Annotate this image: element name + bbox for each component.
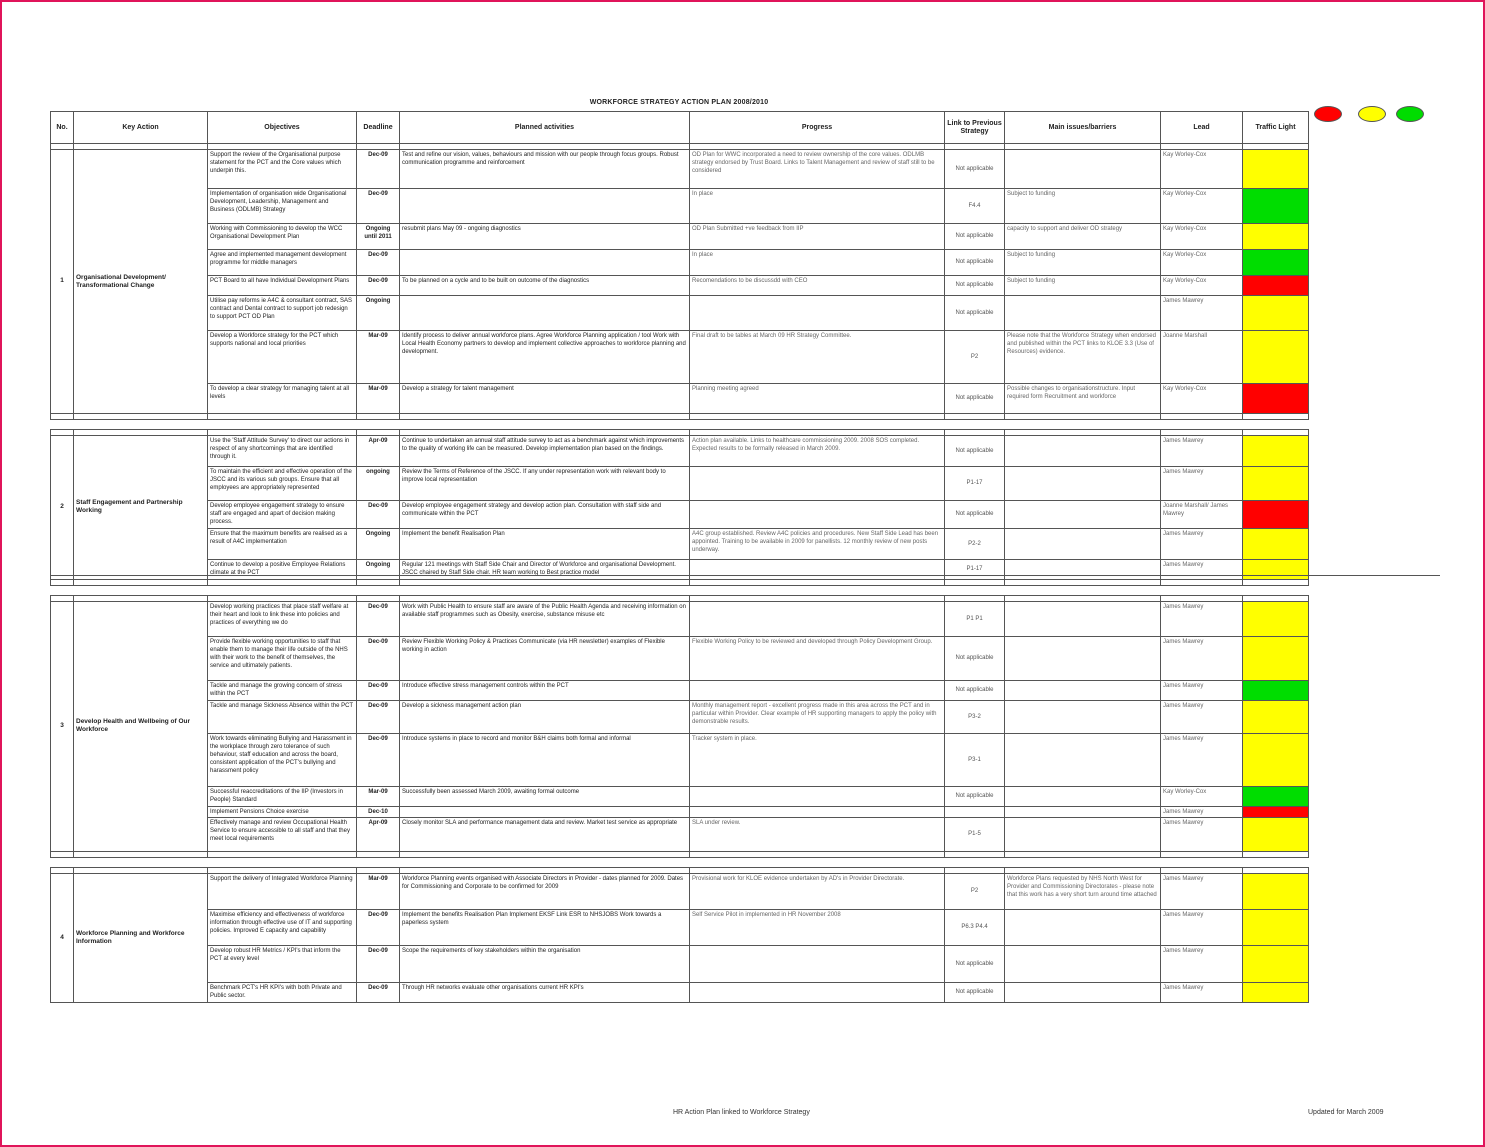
header-traffic: Traffic Light (1243, 112, 1309, 144)
lead-cell: James Mawrey (1161, 636, 1243, 680)
traffic-light-cell (1243, 224, 1309, 250)
lead-cell: Kay Worley-Cox (1161, 150, 1243, 189)
issues-cell (1005, 817, 1161, 851)
objective-cell: Continue to develop a positive Employee Relations climate at the PCT (208, 559, 357, 579)
traffic-light-cell (1243, 817, 1309, 851)
link-cell: Not applicable (945, 150, 1005, 189)
table-row (51, 733, 1309, 786)
progress-cell: Flexible Working Policy to be reviewed and developed through Policy Development Group. (690, 636, 945, 680)
issues-cell (1005, 601, 1161, 636)
link-cell: Not applicable (945, 276, 1005, 296)
objective-cell: Utilise pay reforms ie A4C & consultant contract, SAS contract and Dental contract to support job redesign to support PCT OD Plan (208, 296, 357, 331)
spacer-cell (1161, 857, 1243, 867)
issues-cell (1005, 786, 1161, 806)
traffic-light-cell (1243, 559, 1309, 579)
deadline-cell: Dec-09 (357, 945, 400, 982)
spacer-cell (1161, 420, 1243, 430)
link-cell: P6.3 P4.4 (945, 909, 1005, 945)
objective-cell: Use the 'Staff Attitude Survey' to direct our actions in respect of any shortcomings that are identified through it. (208, 436, 357, 467)
lead-cell: James Mawrey (1161, 945, 1243, 982)
deadline-cell: Dec-09 (357, 909, 400, 945)
lead-cell: Kay Worley-Cox (1161, 224, 1243, 250)
header-planned: Planned activities (400, 112, 690, 144)
planned-cell: Successfully been assessed March 2009, awaiting formal outcome (400, 786, 690, 806)
spacer-cell (690, 420, 945, 430)
link-cell: P3-2 (945, 700, 1005, 733)
deadline-cell: Dec-09 (357, 601, 400, 636)
header-lead: Lead (1161, 112, 1243, 144)
progress-cell: OD Plan for WWC incorporated a need to review ownership of the core values. ODLMB strategy endorsed by Trust Board. Links to Talent Management and review of staff still to be considered (690, 150, 945, 189)
spacer-cell (51, 857, 74, 867)
progress-cell: OD Plan Submitted +ve feedback from IIP (690, 224, 945, 250)
table-row (51, 909, 1309, 945)
planned-cell: Test and refine our vision, values, behaviours and mission with our people through focus groups. Robust communication programme and reinforcement (400, 150, 690, 189)
link-cell: P3-1 (945, 733, 1005, 786)
link-cell: Not applicable (945, 636, 1005, 680)
issues-cell (1005, 909, 1161, 945)
lead-cell: James Mawrey (1161, 467, 1243, 501)
planned-cell: Introduce effective stress management controls within the PCT (400, 680, 690, 700)
spacer-cell (1005, 857, 1161, 867)
traffic-light-cell (1243, 296, 1309, 331)
spacer-cell (1005, 420, 1161, 430)
table-row (51, 189, 1309, 224)
issues-cell (1005, 982, 1161, 1002)
link-cell: Not applicable (945, 384, 1005, 414)
section-number: 2 (51, 436, 74, 580)
spacer-cell (400, 420, 690, 430)
traffic-light-cell (1243, 945, 1309, 982)
key-action: Staff Engagement and Partnership Working (74, 436, 208, 580)
progress-cell: In place (690, 189, 945, 224)
planned-cell: Through HR networks evaluate other organisations current HR KPI's (400, 982, 690, 1002)
spacer-cell (74, 857, 208, 867)
issues-cell: Please note that the Workforce Strategy when endorsed and published within the PCT links to KLOE 3.3 (Use of Resources) evidence. (1005, 331, 1161, 384)
objective-cell: Support the delivery of Integrated Workforce Planning (208, 873, 357, 909)
table-row (51, 467, 1309, 501)
traffic-light-cell (1243, 250, 1309, 276)
deadline-cell: Ongoing (357, 296, 400, 331)
link-cell: P1-5 (945, 817, 1005, 851)
traffic-light-cell (1243, 331, 1309, 384)
objective-cell: Develop robust HR Metrics / KPI's that inform the PCT at every level (208, 945, 357, 982)
planned-cell: To be planned on a cycle and to be built on outcome of the diagnostics (400, 276, 690, 296)
issues-cell: Subject to funding (1005, 189, 1161, 224)
amber-light-icon (1358, 106, 1386, 122)
spacer-cell (945, 585, 1005, 595)
table-row (51, 982, 1309, 1002)
spacer-cell (1161, 585, 1243, 595)
spacer-cell (208, 585, 357, 595)
planned-cell: Develop a strategy for talent management (400, 384, 690, 414)
issues-cell (1005, 636, 1161, 680)
planned-cell (400, 296, 690, 331)
spacer-cell (1005, 585, 1161, 595)
lead-cell: James Mawrey (1161, 700, 1243, 733)
deadline-cell: Dec-09 (357, 700, 400, 733)
table-row (51, 636, 1309, 680)
progress-cell (690, 601, 945, 636)
issues-cell: Workforce Plans requested by NHS North West for Provider and Commissioning Directorates - please note that this work has a very short turn around time attached (1005, 873, 1161, 909)
table-row (51, 224, 1309, 250)
planned-cell (400, 250, 690, 276)
objective-cell: To develop a clear strategy for managing talent at all levels (208, 384, 357, 414)
header-deadline: Deadline (357, 112, 400, 144)
issues-cell (1005, 945, 1161, 982)
page-title: WORKFORCE STRATEGY ACTION PLAN 2008/2010 (589, 99, 769, 106)
progress-cell (690, 296, 945, 331)
spacer-cell (690, 585, 945, 595)
progress-cell (690, 982, 945, 1002)
lead-cell: Joanne Marshall/ James Mawrey (1161, 501, 1243, 529)
spacer-cell (51, 420, 74, 430)
header-row (51, 112, 1309, 144)
progress-cell (690, 806, 945, 817)
lead-cell: James Mawrey (1161, 601, 1243, 636)
spacer-row (51, 857, 1309, 867)
lead-cell: James Mawrey (1161, 559, 1243, 579)
divider-line (50, 575, 1440, 576)
lead-cell: James Mawrey (1161, 733, 1243, 786)
section-number: 3 (51, 601, 74, 851)
planned-cell: Scope the requirements of key stakeholders within the organisation (400, 945, 690, 982)
progress-cell: Monthly management report - excellent progress made in this area across the PCT and in particular within Provider. Clear example of HR supporting managers to apply the policy with demonstrable results. (690, 700, 945, 733)
spacer-cell (357, 585, 400, 595)
header-key-action: Key Action (74, 112, 208, 144)
objective-cell: Work towards eliminating Bullying and Harassment in the workplace through zero tolerance of such behaviour, staff education and across the board, consistent application of the PCT's bullying and harassment policy (208, 733, 357, 786)
progress-cell: SLA under review. (690, 817, 945, 851)
link-cell: Not applicable (945, 501, 1005, 529)
spacer-cell (74, 420, 208, 430)
deadline-cell: Apr-09 (357, 436, 400, 467)
header-objectives: Objectives (208, 112, 357, 144)
planned-cell: Review the Terms of Reference of the JSCC. If any under representation work with relevant body to improve local representation (400, 467, 690, 501)
progress-cell (690, 680, 945, 700)
header-no: No. (51, 112, 74, 144)
issues-cell (1005, 436, 1161, 467)
progress-cell: Recomendations to be discussdd with CEO (690, 276, 945, 296)
planned-cell: Identify process to deliver annual workforce plans. Agree Workforce Planning application / tool Work with Local Health Economy partners to develop and implement collective approaches to workforce planning and development. (400, 331, 690, 384)
objective-cell: Effectively manage and review Occupational Health Service to ensure accessible to all staff and that they meet local requirements (208, 817, 357, 851)
deadline-cell: Mar-09 (357, 384, 400, 414)
lead-cell: James Mawrey (1161, 817, 1243, 851)
section-number: 4 (51, 873, 74, 1002)
lead-cell: Joanne Marshall (1161, 331, 1243, 384)
progress-cell: Final draft to be tables at March 09 HR Strategy Committee. (690, 331, 945, 384)
table-row (51, 700, 1309, 733)
planned-cell: Develop a sickness management action plan (400, 700, 690, 733)
action-plan-table (50, 111, 1309, 1003)
lead-cell: James Mawrey (1161, 296, 1243, 331)
planned-cell: Continue to undertaken an annual staff attitude survey to act as a benchmark against which improvements to the quality of working life can be measured. Develop implementation plan based on the findings. (400, 436, 690, 467)
spacer-cell (1243, 585, 1309, 595)
link-cell: P1 P1 (945, 601, 1005, 636)
issues-cell (1005, 528, 1161, 559)
issues-cell (1005, 467, 1161, 501)
progress-cell: Planning meeting agreed (690, 384, 945, 414)
deadline-cell: Dec-09 (357, 150, 400, 189)
table-row (51, 150, 1309, 189)
objective-cell: Develop a Workforce strategy for the PCT which supports national and local priorities (208, 331, 357, 384)
objective-cell: Support the review of the Organisational purpose statement for the PCT and the Core values which underpin this. (208, 150, 357, 189)
issues-cell: capacity to support and deliver OD strategy (1005, 224, 1161, 250)
planned-cell: Implement the benefit Realisation Plan (400, 528, 690, 559)
footer-left: HR Action Plan linked to Workforce Strategy (673, 1109, 810, 1116)
traffic-light-cell (1243, 189, 1309, 224)
deadline-cell: Dec-09 (357, 636, 400, 680)
spacer-row (51, 420, 1309, 430)
traffic-light-cell (1243, 528, 1309, 559)
issues-cell: Subject to funding (1005, 250, 1161, 276)
deadline-cell: ongoing (357, 467, 400, 501)
objective-cell: Agree and implemented management development programme for middle managers (208, 250, 357, 276)
link-cell: Not applicable (945, 982, 1005, 1002)
objective-cell: PCT Board to all have Individual Development Plans (208, 276, 357, 296)
traffic-light-cell (1243, 436, 1309, 467)
spacer-cell (208, 857, 357, 867)
spacer-row (51, 585, 1309, 595)
spacer-cell (51, 585, 74, 595)
issues-cell: Possible changes to organisationstructure. Input required form Recruitment and workforce (1005, 384, 1161, 414)
issues-cell (1005, 733, 1161, 786)
planned-cell: Work with Public Health to ensure staff are aware of the Public Health Agenda and receiving information on available staff programmes such as Obesity, exercise, substance misuse etc (400, 601, 690, 636)
objective-cell: Tackle and manage Sickness Absence within the PCT (208, 700, 357, 733)
objective-cell: Develop employee engagement strategy to ensure staff are engaged and apart of decision making process. (208, 501, 357, 529)
deadline-cell: Dec-10 (357, 806, 400, 817)
traffic-light-cell (1243, 276, 1309, 296)
objective-cell: Benchmark PCT's HR KPI's with both Private and Public sector. (208, 982, 357, 1002)
traffic-light-cell (1243, 786, 1309, 806)
key-action: Develop Health and Wellbeing of Our Workforce (74, 601, 208, 851)
link-cell (945, 806, 1005, 817)
deadline-cell: Dec-09 (357, 189, 400, 224)
deadline-cell: Ongoing (357, 559, 400, 579)
traffic-light-cell (1243, 909, 1309, 945)
lead-cell: James Mawrey (1161, 909, 1243, 945)
link-cell: P2-2 (945, 528, 1005, 559)
deadline-cell: Apr-09 (357, 817, 400, 851)
key-action: Workforce Planning and Workforce Information (74, 873, 208, 1002)
spacer-cell (357, 857, 400, 867)
traffic-light-cell (1243, 384, 1309, 414)
issues-cell (1005, 806, 1161, 817)
progress-cell (690, 467, 945, 501)
planned-cell: Regular 121 meetings with Staff Side Chair and Director of Workforce and organisational Development. JSCC chaired by Staff Side chair. HR team working to Best practice model (400, 559, 690, 579)
objective-cell: Develop working practices that place staff welfare at their heart and look to link these into policies and practices of everything we do (208, 601, 357, 636)
section-number: 1 (51, 150, 74, 414)
planned-cell (400, 806, 690, 817)
deadline-cell: Dec-09 (357, 982, 400, 1002)
table-row (51, 806, 1309, 817)
progress-cell: Provisional work for KLOE evidence undertaken by AD's in Provider Directorate. (690, 873, 945, 909)
link-cell: P2 (945, 873, 1005, 909)
table-row (51, 384, 1309, 414)
deadline-cell: Dec-09 (357, 733, 400, 786)
deadline-cell: Ongoing until 2011 (357, 224, 400, 250)
deadline-cell: Dec-09 (357, 501, 400, 529)
traffic-light-cell (1243, 601, 1309, 636)
deadline-cell: Dec-09 (357, 680, 400, 700)
spacer-cell (208, 420, 357, 430)
red-light-icon (1314, 106, 1342, 122)
spacer-cell (74, 585, 208, 595)
objective-cell: Implement Pensions Choice exercise (208, 806, 357, 817)
table-row (51, 559, 1309, 579)
table-row (51, 250, 1309, 276)
traffic-light-cell (1243, 733, 1309, 786)
deadline-cell: Dec-09 (357, 276, 400, 296)
objective-cell: Successful reaccreditations of the IIP (Investors in People) Standard (208, 786, 357, 806)
issues-cell (1005, 680, 1161, 700)
key-action: Organisational Development/ Transformational Change (74, 150, 208, 414)
link-cell: P2 (945, 331, 1005, 384)
traffic-light-cell (1243, 467, 1309, 501)
progress-cell (690, 559, 945, 579)
lead-cell: James Mawrey (1161, 873, 1243, 909)
progress-cell (690, 786, 945, 806)
table-row (51, 680, 1309, 700)
header-issues: Main issues/barriers (1005, 112, 1161, 144)
issues-cell (1005, 296, 1161, 331)
header-link: Link to Previous Strategy (945, 112, 1005, 144)
planned-cell: Review Flexible Working Policy & Practices Communicate (via HR newsletter) examples of Flexible working in action (400, 636, 690, 680)
lead-cell: Kay Worley-Cox (1161, 189, 1243, 224)
deadline-cell: Dec-09 (357, 250, 400, 276)
table-row (51, 786, 1309, 806)
link-cell: P1-17 (945, 559, 1005, 579)
planned-cell: resubmit plans May 09 - ongoing diagnostics (400, 224, 690, 250)
footer-right: Updated for March 2009 (1308, 1109, 1384, 1116)
link-cell: Not applicable (945, 250, 1005, 276)
header-progress: Progress (690, 112, 945, 144)
spacer-cell (357, 420, 400, 430)
progress-cell: A4C group established. Review A4C policies and procedures. New Staff Side Lead has been appointed. Training to be available in 2009 for panellists. 12 monthly review of new posts underway. (690, 528, 945, 559)
link-cell: Not applicable (945, 680, 1005, 700)
spacer-cell (945, 420, 1005, 430)
objective-cell: Provide flexible working opportunities to staff that enable them to manage their life outside of the NHS with their work to the benefit of themselves, the service and ultimately patients. (208, 636, 357, 680)
planned-cell (400, 189, 690, 224)
table-row (51, 945, 1309, 982)
spacer-cell (1243, 857, 1309, 867)
issues-cell (1005, 700, 1161, 733)
lead-cell: James Mawrey (1161, 806, 1243, 817)
lead-cell: James Mawrey (1161, 528, 1243, 559)
planned-cell: Closely monitor SLA and performance management data and review. Market test service as appropriate (400, 817, 690, 851)
objective-cell: Working with Commissioning to develop the WCC Organisational Development Plan (208, 224, 357, 250)
deadline-cell: Ongoing (357, 528, 400, 559)
deadline-cell: Mar-09 (357, 873, 400, 909)
lead-cell: Kay Worley-Cox (1161, 786, 1243, 806)
table-row (51, 817, 1309, 851)
deadline-cell: Mar-09 (357, 786, 400, 806)
link-cell: P1-17 (945, 467, 1005, 501)
link-cell: Not applicable (945, 224, 1005, 250)
objective-cell: Tackle and manage the growing concern of stress within the PCT (208, 680, 357, 700)
traffic-light-cell (1243, 982, 1309, 1002)
green-light-icon (1396, 106, 1424, 122)
planned-cell: Develop employee engagement strategy and develop action plan. Consultation with staff side and communicate within the PCT (400, 501, 690, 529)
link-cell: Not applicable (945, 786, 1005, 806)
lead-cell: James Mawrey (1161, 982, 1243, 1002)
planned-cell: Implement the benefits Realisation Plan Implement EKSF Link ESR to NHSJOBS Work towards a paperless system (400, 909, 690, 945)
table-row (51, 436, 1309, 467)
spacer-cell (400, 857, 690, 867)
objective-cell: Implementation of organisation wide Organisational Development, Leadership, Management and Business (ODLMB) Strategy (208, 189, 357, 224)
progress-cell: In place (690, 250, 945, 276)
lead-cell: James Mawrey (1161, 436, 1243, 467)
issues-cell (1005, 501, 1161, 529)
planned-cell: Introduce systems in place to record and monitor B&H claims both formal and informal (400, 733, 690, 786)
table-row (51, 873, 1309, 909)
traffic-light-cell (1243, 501, 1309, 529)
table-row (51, 296, 1309, 331)
progress-cell (690, 501, 945, 529)
objective-cell: Ensure that the maximum benefits are realised as a result of A4C implementation (208, 528, 357, 559)
link-cell: Not applicable (945, 945, 1005, 982)
objective-cell: Maximise efficiency and effectiveness of workforce information through effective use of IT and supporting policies. Improved E capacity and capability (208, 909, 357, 945)
spacer-cell (690, 857, 945, 867)
objective-cell: To maintain the efficient and effective operation of the JSCC and its various sub groups. Ensure that all employees are appropriately represented (208, 467, 357, 501)
traffic-light-cell (1243, 700, 1309, 733)
traffic-light-cell (1243, 150, 1309, 189)
table-row (51, 501, 1309, 529)
progress-cell: Action plan available. Links to healthcare commissioning 2009. 2008 SOS completed. Expected results to be formally released in March 2009. (690, 436, 945, 467)
traffic-light-cell (1243, 806, 1309, 817)
table-row (51, 331, 1309, 384)
deadline-cell: Mar-09 (357, 331, 400, 384)
table-row (51, 601, 1309, 636)
progress-cell: Self Service Pilot in implemented in HR November 2008 (690, 909, 945, 945)
table-row (51, 528, 1309, 559)
lead-cell: Kay Worley-Cox (1161, 276, 1243, 296)
link-cell: Not applicable (945, 296, 1005, 331)
lead-cell: Kay Worley-Cox (1161, 250, 1243, 276)
progress-cell (690, 945, 945, 982)
link-cell: F4.4 (945, 189, 1005, 224)
traffic-light-cell (1243, 873, 1309, 909)
spacer-cell (945, 857, 1005, 867)
lead-cell: Kay Worley-Cox (1161, 384, 1243, 414)
issues-cell (1005, 150, 1161, 189)
spacer-cell (1243, 420, 1309, 430)
traffic-light-cell (1243, 680, 1309, 700)
progress-cell: Tracker system in place. (690, 733, 945, 786)
spacer-cell (400, 585, 690, 595)
planned-cell: Workforce Planning events organised with Associate Directors in Provider - dates planned for 2009. Dates for Commissioning and Corporate to be confirmed for 2009 (400, 873, 690, 909)
lead-cell: James Mawrey (1161, 680, 1243, 700)
table-row (51, 276, 1309, 296)
traffic-light-cell (1243, 636, 1309, 680)
link-cell: Not applicable (945, 436, 1005, 467)
issues-cell (1005, 559, 1161, 579)
issues-cell: Subject to funding (1005, 276, 1161, 296)
